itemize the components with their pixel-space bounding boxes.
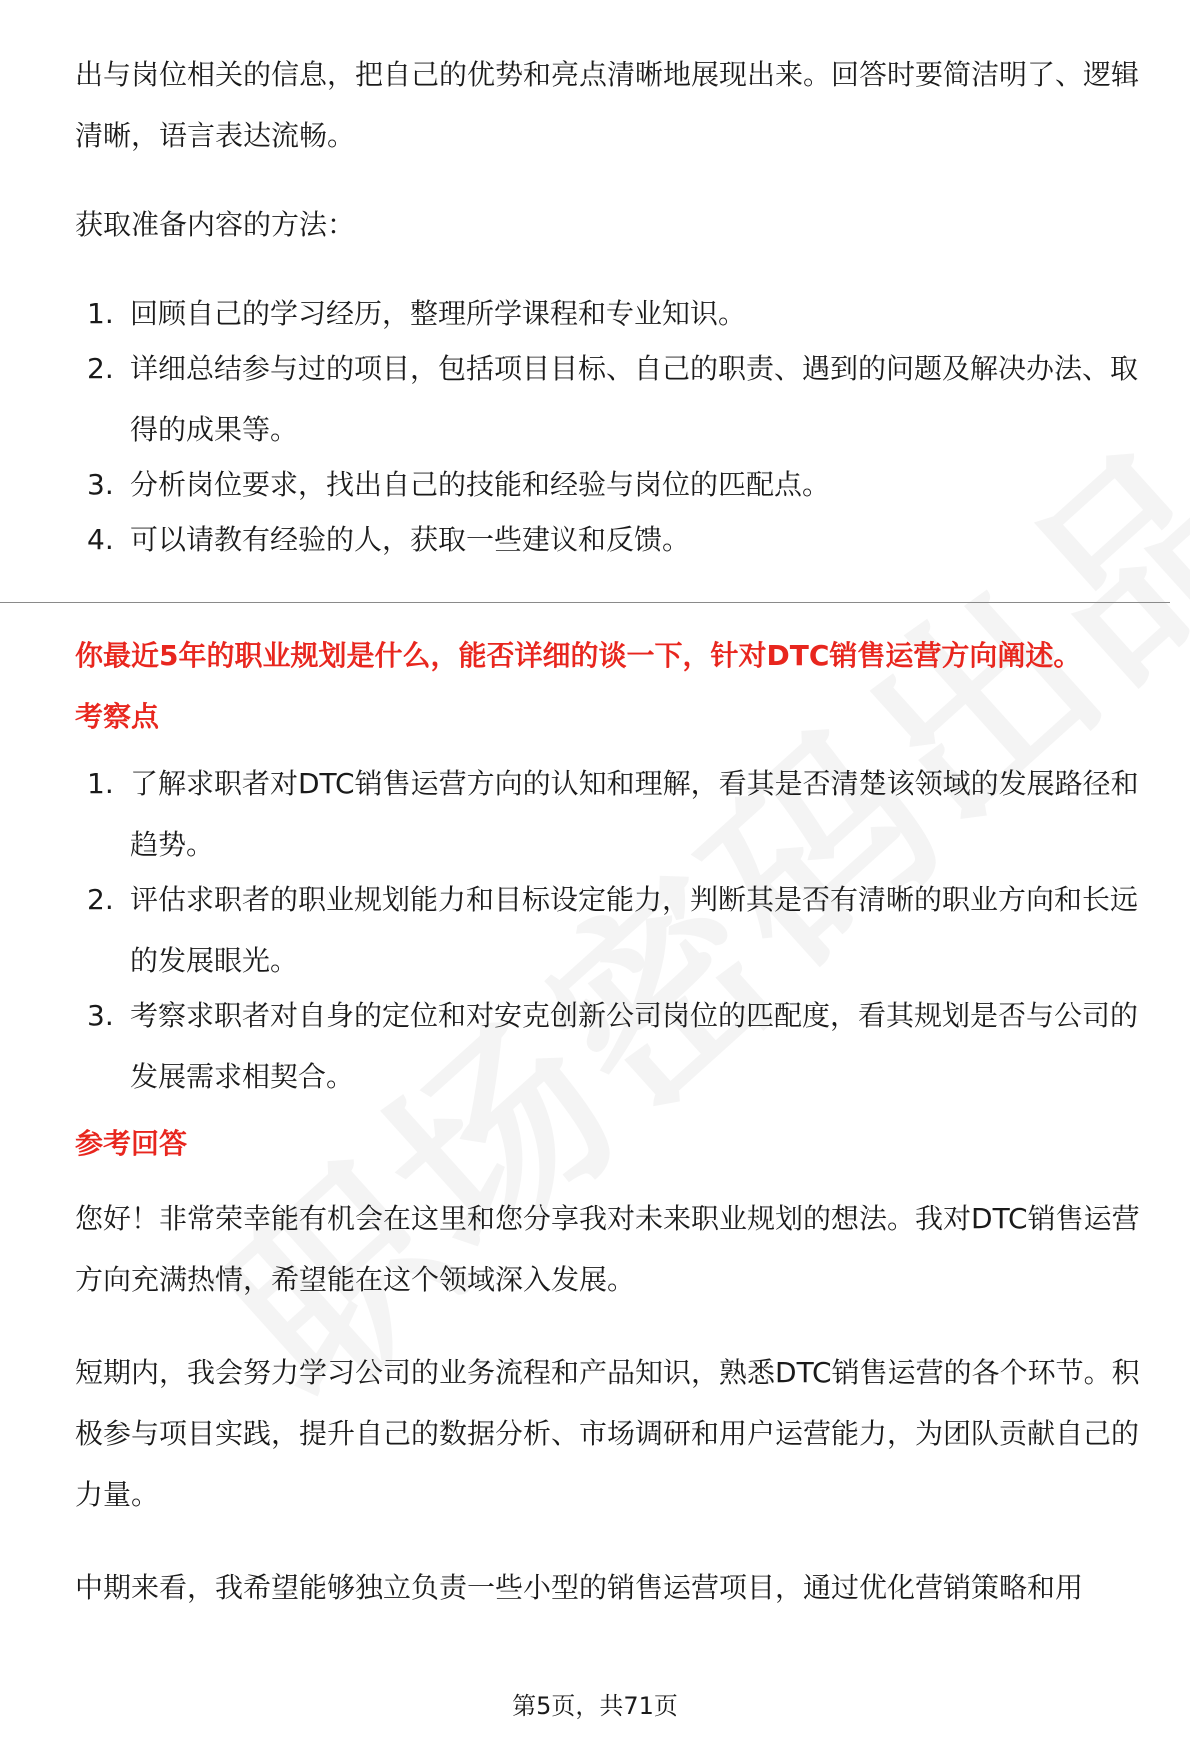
list-item: 2. 详细总结参与过的项目，包括项目目标、自己的职责、遇到的问题及解决办法、取得的成果等。: [87, 352, 1139, 446]
page-content: [75, 44, 1165, 1618]
list-item: 4. 可以请教有经验的人，获取一些建议和反馈。: [87, 523, 691, 556]
answer-paragraph: 您好！非常荣幸能有机会在这里和您分享我对未来职业规划的想法。我对DTC销售运营方向充满热情，希望能在这个领域深入发展。: [75, 1202, 1140, 1296]
methods-title: 获取准备内容的方法：: [75, 208, 356, 241]
methods-list: [75, 283, 1165, 570]
focus-list: [75, 753, 1165, 1107]
section-divider: [0, 602, 1170, 603]
list-item: 1. 回顾自己的学习经历，整理所学课程和专业知识。: [87, 297, 747, 330]
question-title: 你最近5年的职业规划是什么，能否详细的谈一下，针对DTC销售运营方向阐述。: [75, 639, 1082, 672]
list-item: 2. 评估求职者的职业规划能力和目标设定能力，判断其是否有清晰的职业方向和长远的发展眼光。: [87, 883, 1139, 977]
page-number: 第5页，共71页: [512, 1692, 678, 1720]
focus-heading: 考察点: [75, 700, 160, 733]
answer-paragraph: 中期来看，我希望能够独立负责一些小型的销售运营项目，通过优化营销策略和用: [75, 1571, 1084, 1604]
list-item: 3. 分析岗位要求，找出自己的技能和经验与岗位的匹配点。: [87, 468, 831, 501]
list-item: 1. 了解求职者对DTC销售运营方向的认知和理解，看其是否清楚该领域的发展路径和趋势。: [87, 767, 1139, 861]
intro-paragraph: 出与岗位相关的信息，把自己的优势和亮点清晰地展现出来。回答时要简洁明了、逻辑清晰，语言表达流畅。: [75, 58, 1140, 152]
answer-heading: 参考回答: [75, 1127, 188, 1160]
list-item: 3. 考察求职者对自身的定位和对安克创新公司岗位的匹配度，看其规划是否与公司的发展需求相契合。: [87, 999, 1139, 1093]
answer-paragraph: 短期内，我会努力学习公司的业务流程和产品知识，熟悉DTC销售运营的各个环节。积极参与项目实践，提升自己的数据分析、市场调研和用户运营能力，为团队贡献自己的力量。: [75, 1356, 1140, 1511]
